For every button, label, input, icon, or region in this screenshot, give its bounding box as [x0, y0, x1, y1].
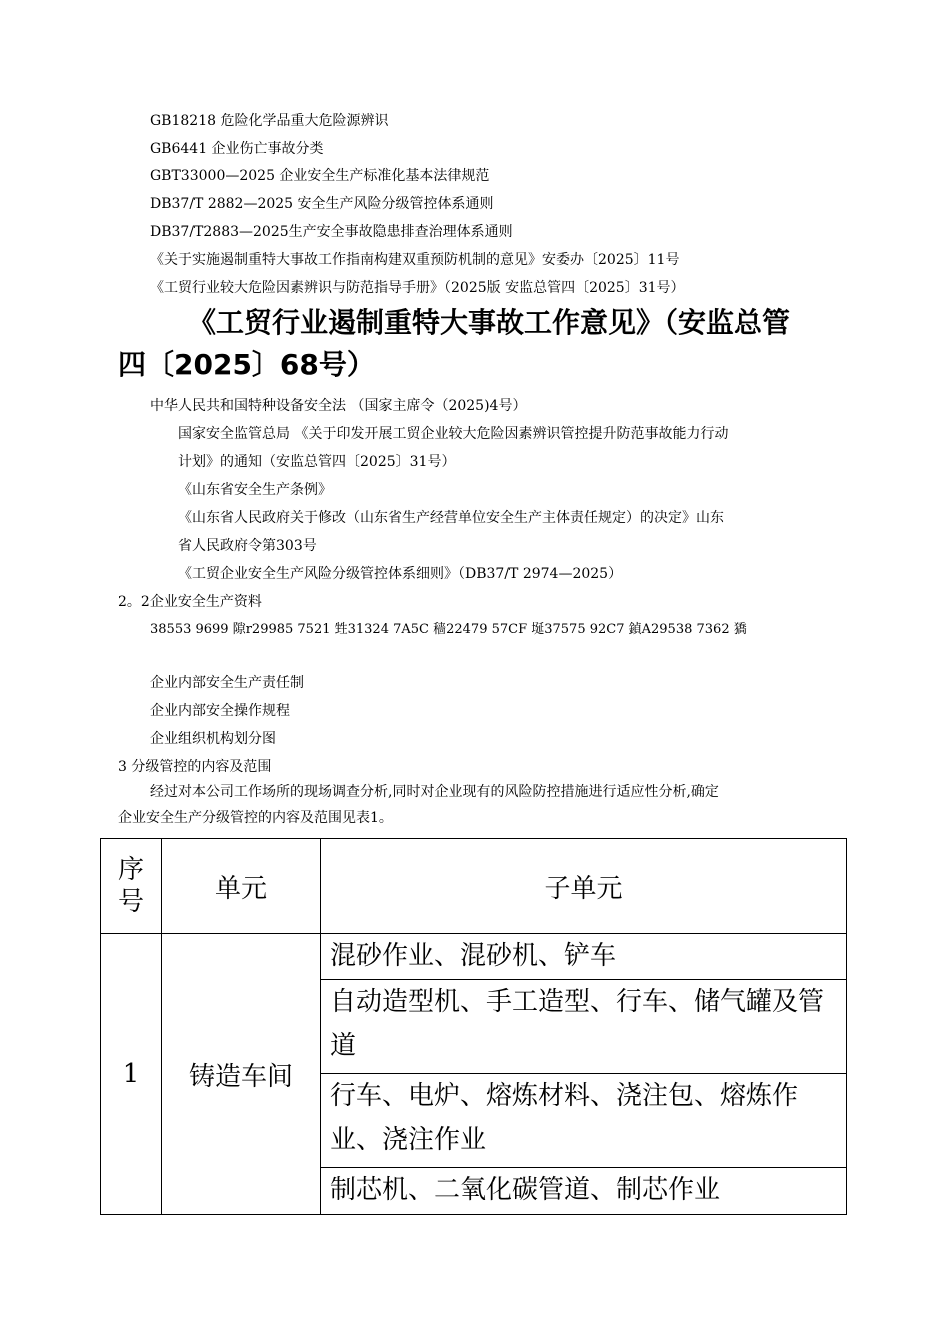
heading-line-1: 《工贸行业遏制重特大事故工作意见》（安监总管 — [188, 306, 791, 339]
table-row — [101, 934, 847, 980]
header-subunit: 子单元 — [321, 839, 847, 934]
control-scope-table — [100, 838, 847, 1215]
subunit-cell: 自动造型机、手工造型、行车、储气罐及管道 — [321, 980, 847, 1074]
ref-line: DB37/T 2882—2025 安全生产风险分级管控体系通则 — [150, 196, 494, 212]
garbled-text: 38553 9699 隙r29985 7521 甡31324 7A5C 穑22479 57CF 埏37575 92C7 鍞A29538 7362 獢 — [150, 622, 747, 637]
ref-line: 《山东省人民政府关于修改（山东省生产经营单位安全生产主体责任规定）的决定》山东 — [178, 510, 724, 526]
ref-line: 国家安全监管总局 《关于印发开展工贸企业较大危险因素辨识管控提升防范事故能力行动 — [178, 426, 729, 442]
row-number: 1 — [101, 934, 162, 1215]
ref-line: GB6441 企业伤亡事故分类 — [150, 141, 324, 157]
doc-item: 企业内部安全生产责任制 — [150, 675, 304, 691]
ref-line: DB37/T2883—2025生产安全事故隐患排查治理体系通则 — [150, 224, 513, 240]
big-heading — [118, 302, 848, 386]
doc-item: 企业组织机构划分图 — [150, 731, 276, 747]
ref-line: 《山东省安全生产条例》 — [178, 482, 332, 498]
ref-line: 中华人民共和国特种设备安全法 （国家主席令（2025)4号） — [150, 398, 527, 414]
paragraph-line: 企业安全生产分级管控的内容及范围见表1。 — [118, 810, 393, 826]
header-no-line2: 号 — [117, 887, 144, 917]
header-no — [101, 839, 162, 934]
ref-line: 《关于实施遏制重特大事故工作指南构建双重预防机制的意见》安委办〔2025〕11号 — [150, 252, 680, 268]
ref-line: 《工贸企业安全生产风险分级管控体系细则》（DB37/T 2974—2025） — [178, 566, 623, 582]
ref-line: 省人民政府令第303号 — [178, 538, 317, 554]
subunit-cell: 制芯机、二氧化碳管道、制芯作业 — [321, 1168, 847, 1215]
section-heading: 2。2企业安全生产资料 — [118, 594, 262, 610]
paragraph-line: 经过对本公司工作场所的现场调查分析,同时对企业现有的风险防控措施进行适应性分析,确定 — [150, 784, 719, 800]
subunit-cell: 行车、电炉、熔炼材料、浇注包、熔炼作业、浇注作业 — [321, 1074, 847, 1168]
ref-line: GBT33000—2025 企业安全生产标准化基本法律规范 — [150, 168, 490, 184]
subunit-cell: 混砂作业、混砂机、铲车 — [321, 934, 847, 980]
header-no-line1: 序 — [117, 855, 144, 885]
doc-item: 企业内部安全操作规程 — [150, 703, 290, 719]
ref-line: 《工贸行业较大危险因素辨识与防范指导手册》（2025版 安监总管四〔2025〕31号） — [150, 280, 685, 296]
header-unit: 单元 — [162, 839, 321, 934]
ref-line: 计划》的通知（安监总管四〔2025〕31号） — [178, 454, 456, 470]
section-heading: 3 分级管控的内容及范围 — [118, 759, 272, 775]
ref-line: GB18218 危险化学品重大危险源辨识 — [150, 113, 389, 129]
unit-cell: 铸造车间 — [162, 934, 321, 1215]
heading-line-2: 四〔2025〕68号） — [118, 348, 375, 381]
table-header-row — [101, 839, 847, 934]
